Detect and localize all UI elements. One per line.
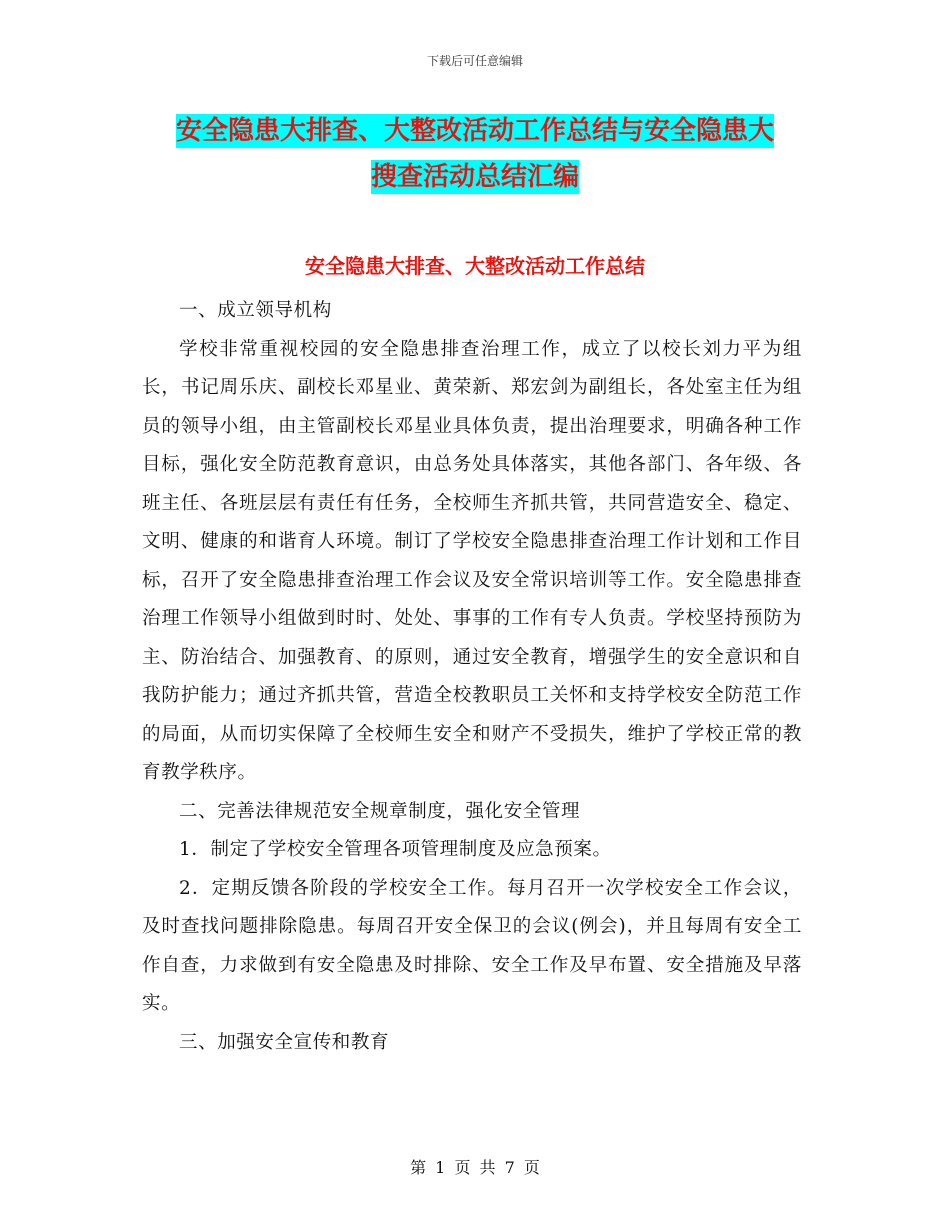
heading-2: 二、完善法律规范安全规章制度，强化安全管理	[179, 800, 581, 822]
document-title	[140, 108, 810, 200]
document-title-line-1: 安全隐患大排查、大整改活动工作总结与安全隐患大	[175, 116, 774, 146]
paragraph-1: 学校非常重视校园的安全隐患排查治理工作，成立了以校长刘力平为组长，书记周乐庆、副校长邓星业、黄荣新、郑宏剑为副组长，各处室主任为组员的领导小组，由主管副校长邓星业具体负责，提出治理要求，明确各种工作目标，强化安全防范教育意识，由总务处具体落实，其他各部门、各年级、各班主任、各班层层有责任有任务，全校师生齐抓共管，共同营造安全、稳定、文明、健康的和谐育人环境。制订了学校安全隐患排查治理工作计划和工作目标，召开了安全隐患排查治理工作会议及安全常识培训等工作。安全隐患排查治理工作领导小组做到时时、处处、事事的工作有专人负责。学校坚持预防为主、防治结合、加强教育、的原则，通过安全教育，增强学生的安全意识和自我防护能力；通过齐抓共管，营造全校教职员工关怀和支持学校安全防范工作的局面，从而切实保障了全校师生安全和财产不受损失，维护了学校正常的教育教学秩序。	[142, 338, 802, 783]
page-header-note: 下载后可任意编辑	[426, 54, 523, 68]
document-title-line-2: 搜查活动总结汇编	[370, 162, 579, 192]
section-title: 安全隐患大排查、大整改活动工作总结	[305, 254, 645, 278]
page-footer: 第 1 页 共 7 页	[410, 1158, 540, 1177]
heading-1: 一、成立领导机构	[179, 300, 332, 321]
heading-3: 三、加强安全宣传和教育	[179, 1031, 390, 1053]
document-body	[142, 292, 802, 1062]
paragraph-2-item-2: 2．定期反馈各阶段的学校安全工作。每月召开一次学校安全工作会议，及时查找问题排除隐患。每周召开安全保卫的会议(例会)，并且每周有安全工作自查，力求做到有安全隐患及时排除、安全工作及早布置、安全措施及早落实。	[142, 877, 802, 1014]
paragraph-2-item-1: 1．制定了学校安全管理各项管理制度及应急预案。	[179, 839, 612, 860]
